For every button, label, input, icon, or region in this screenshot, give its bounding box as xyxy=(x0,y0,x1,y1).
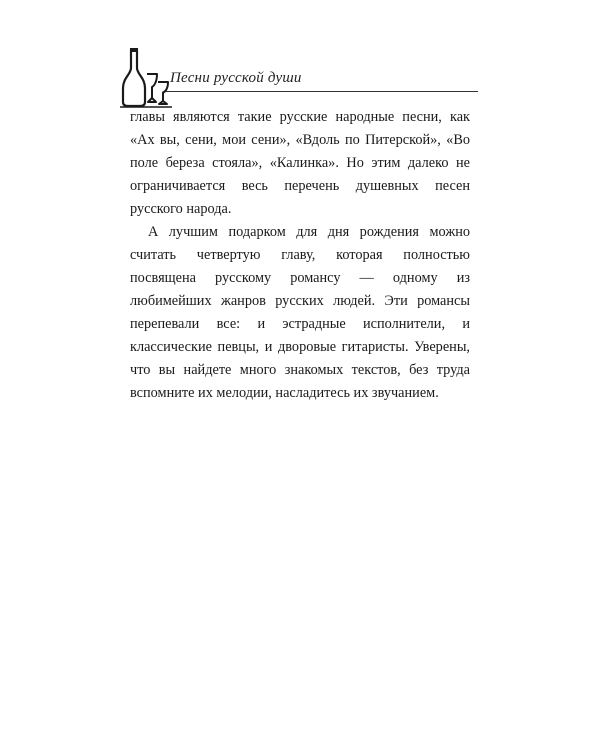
paragraph-1: главы являются такие русские народные песни, как «Ах вы, сени, мои сени», «Вдоль по Питерской», «Во поле береза стояла», «Калинка». Но этим далеко не ограничивается весь перечень душевных песен русского народа. xyxy=(130,109,470,217)
header-rule xyxy=(166,91,478,92)
body-text xyxy=(130,106,470,405)
paragraph-2: А лучшим подарком для дня рождения можно считать четвертую главу, которая полностью посвящена русскому романсу — одному из любимейших жанров русских людей. Эти романсы перепевали все: и эстрадные исполнители, и классические певцы, и дворовые гитаристы. Уверены, что вы найдете много знакомых текстов, без труда вспомните их мелодии, насладитесь их звучанием. xyxy=(130,224,470,401)
running-header xyxy=(118,46,478,108)
bottle-and-glasses-icon xyxy=(118,46,174,108)
running-title: Песни русской души xyxy=(170,70,302,86)
